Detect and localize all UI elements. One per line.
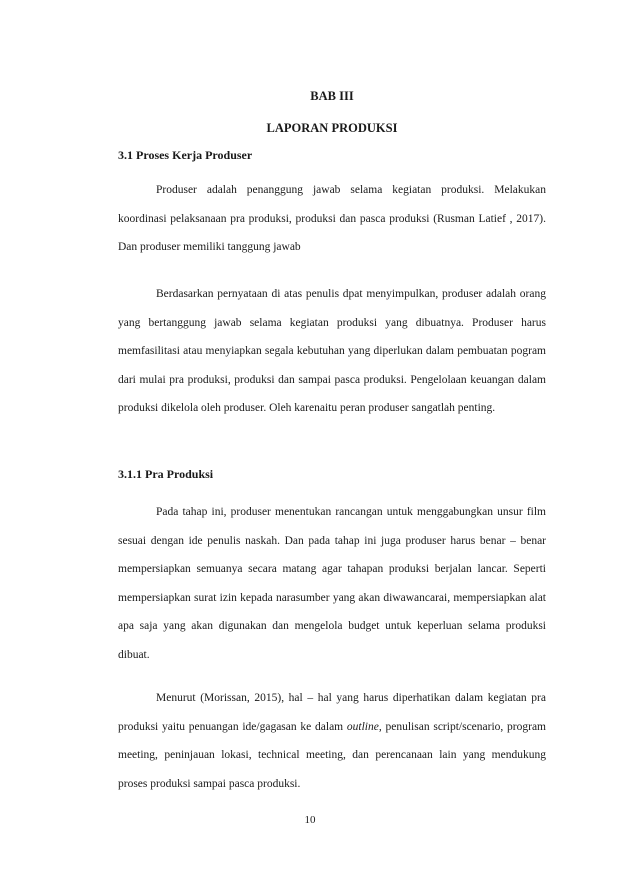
- section-heading: 3.1 Proses Kerja Produser: [118, 148, 253, 162]
- italic-term-outline: outline,: [346, 720, 382, 733]
- paragraph-text-after: penulisan script/scenario, program meeting, peninjauan lokasi, technical meeting, dan perencanaan lain yang mendukung proses produksi sampai pasca produksi.: [118, 720, 547, 790]
- chapter-title: LAPORAN PRODUKSI: [266, 121, 398, 135]
- section-paragraph-2: Berdasarkan pernyataan di atas penulis dpat menyimpulkan, produser adalah orang yang bertanggung jawab selama kegiatan produksi yang dibuatnya. Produser harus memfasilitasi atau menyiapkan segala kebutuhan yang diperlukan dalam pembuatan pogram dari mulai pra produksi, produksi dan sampai pasca produksi. Pengelolaan keuangan dalam produksi dikelola oleh produser. Oleh karenaitu peran produser sangatlah penting.: [118, 288, 546, 415]
- section-paragraph-1: Produser adalah penanggung jawab selama kegiatan produksi. Melakukan koordinasi pelaksanaan pra produksi, produksi dan pasca produksi (Rusman Latief , 2017). Dan produser memiliki tanggung jawab: [118, 184, 546, 254]
- subsection-paragraph-2: [118, 684, 546, 798]
- subsection-paragraph-1: Pada tahap ini, produser menentukan rancangan untuk menggabungkan unsur film sesuai dengan ide penulis naskah. Dan pada tahap ini juga produser harus benar – benar mempersiapkan semuanya secara matang agar tahapan produksi berjalan lancar. Seperti mempersiapkan surat izin kepada narasumber yang akan diwawancarai, mempersiapkan alat apa saja yang akan digunakan dan mengelola budget untuk keperluan selama produksi dibuat.: [118, 506, 546, 661]
- page-number: 10: [304, 814, 316, 826]
- chapter-label: BAB III: [310, 89, 354, 103]
- paragraph-text-before: Menurut (Morissan, 2015), hal – hal yang harus diperhatikan dalam kegiatan pra produksi yaitu penuangan ide/gagasan ke dalam: [118, 692, 546, 733]
- subsection-heading: 3.1.1 Pra Produksi: [118, 467, 214, 481]
